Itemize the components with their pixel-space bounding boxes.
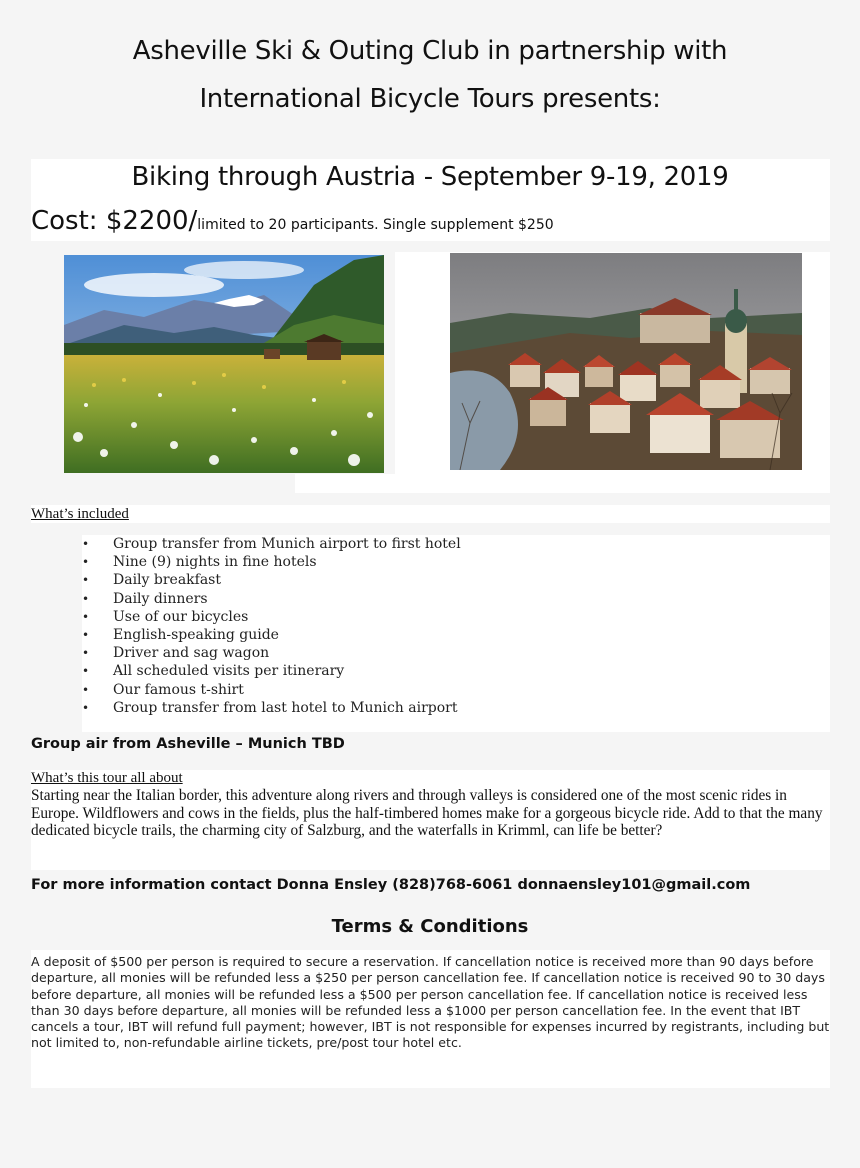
included-item: • Group transfer from last hotel to Munich airport: [82, 699, 822, 717]
terms-text: A deposit of $500 per person is required to secure a reservation. If cancellation notice is received more than 90 days before departure, all monies will be refunded less a $250 per person cancellation fee. If cancellation notice is received 90 to 30 days before departure, all monies will be refunded less a $500 per person cancellation fee. If cancellation notice is received less than 30 days before departure, all monies will be refunded less a $1000 per person cancellation fee. In the event that IBT cancels a tour, IBT will refund full payment; however, IBT is not responsible for expenses incurred by registrants, including but not limited to, non-refundable airline tickets, pre/post tour hotel etc.: [31, 954, 830, 1051]
included-item: • Daily breakfast: [82, 571, 822, 589]
event-title: Biking through Austria - September 9-19, 2019: [131, 162, 729, 192]
air-line: Group air from Asheville – Munich TBD: [31, 736, 345, 752]
contact-line: For more information contact Donna Ensley (828)768-6061 donnaensley101@gmail.com: [31, 877, 751, 893]
header-line-2: International Bicycle Tours presents:: [199, 84, 661, 114]
cost-detail: limited to 20 participants. Single supplement $250: [197, 217, 554, 233]
about-heading[interactable]: What’s this tour all about: [31, 770, 183, 786]
included-heading-band: [31, 505, 830, 523]
included-item: • Group transfer from Munich airport to first hotel: [82, 535, 822, 553]
included-item: • Use of our bicycles: [82, 608, 822, 626]
cost-label: Cost: $2200/: [31, 206, 198, 236]
included-item: • Nine (9) nights in fine hotels: [82, 553, 822, 571]
included-item: • Daily dinners: [82, 590, 822, 608]
image-panel-strip: [295, 474, 830, 493]
included-item: • English-speaking guide: [82, 626, 822, 644]
included-heading[interactable]: What’s included: [31, 506, 129, 522]
cost-line: [31, 206, 554, 236]
included-item: • Our famous t-shirt: [82, 681, 822, 699]
alpine-meadow-photo: [64, 255, 384, 473]
header-line-1: Asheville Ski & Outing Club in partnership with: [132, 36, 728, 66]
about-text: Starting near the Italian border, this adventure along rivers and through valleys is considered one of the most scenic rides in Europe. Wildflowers and cows in the fields, plus the half-timbered homes make for a gorgeous bicycle ride. Add to that the many dedicated bicycle trails, the charming city of Salzburg, and the waterfalls in Krimml, can life be better?: [31, 787, 823, 840]
austrian-hill-town-photo: [450, 253, 802, 470]
included-list: [82, 535, 822, 717]
included-item: • All scheduled visits per itinerary: [82, 662, 822, 680]
included-item: • Driver and sag wagon: [82, 644, 822, 662]
terms-title: Terms & Conditions: [331, 916, 529, 937]
